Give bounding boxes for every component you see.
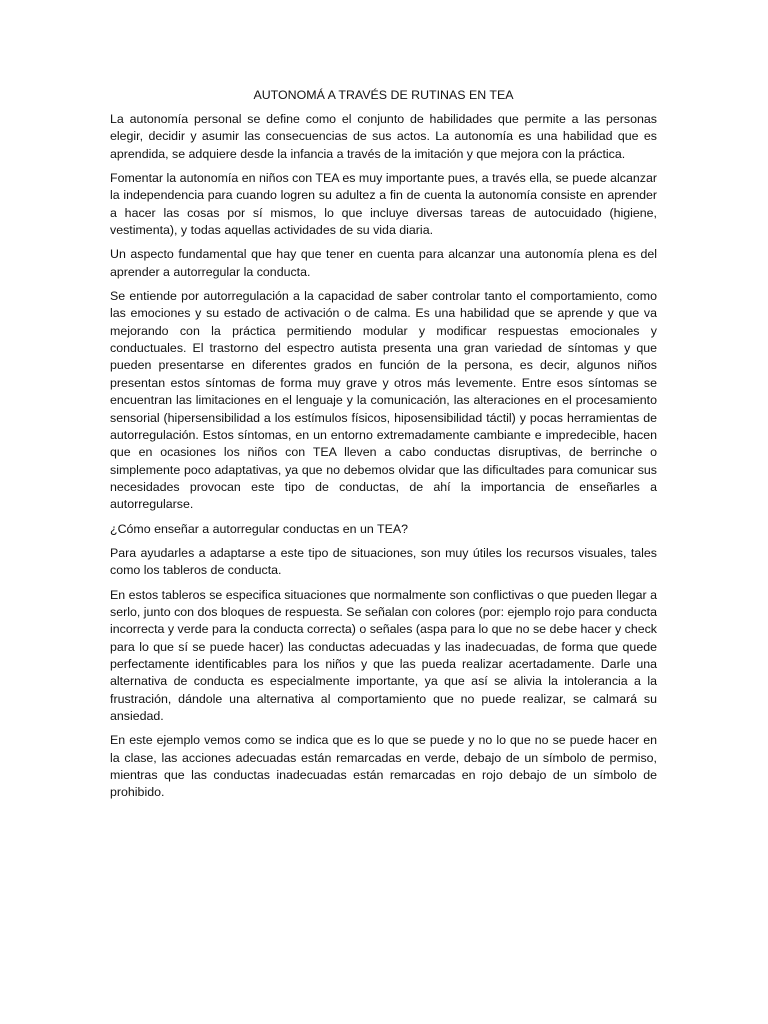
paragraph-autorregulacion: Se entiende por autorregulación a la capacidad de saber controlar tanto el comportamiento, como las emociones y su estado de activación o de calma. Es una habilidad que se aprende y que va mejorando con la práctica permitiendo modular y modificar respuestas emocionales y conductuales. El trastorno del espectro autista presenta una gran variedad de síntomas y que pueden presentarse en diferentes grados en función de la persona, es decir, algunos niños presentan estos síntomas de forma muy grave y otros más levemente. Entre esos síntomas se encuentran las limitaciones en el lenguaje y la comunicación, las alteraciones en el procesamiento sensorial (hipersensibilidad a los estímulos físicos, hiposensibilidad táctil) y pocas herramientas de autorregulación. Estos síntomas, en un entorno extremadamente cambiante e impredecible, hacen que en ocasiones los niños con TEA lleven a cabo conductas disruptivas, de berrinche o simplemente poco adaptativas, ya que no debemos olvidar que las dificultades para comunicar sus necesidades provocan este tipo de conductas, de ahí la importancia de enseñarles a autorregularse. <box>110 289 657 512</box>
paragraph-definition: La autonomía personal se define como el conjunto de habilidades que permite a las personas elegir, decidir y asumir las consecuencias de sus actos. La autonomía es una habilidad que es aprendida, se adquiere desde la infancia a través de la imitación y que mejora con la práctica. <box>110 112 657 161</box>
document-title: AUTONOMÁ A TRAVÉS DE RUTINAS EN TEA <box>253 88 514 102</box>
paragraph-ejemplo: En este ejemplo vemos como se indica que es lo que se puede y no lo que no se puede hacer en la clase, las acciones adecuadas están remarcadas en verde, debajo de un símbolo de permiso, mientras que las conductas inadecuadas están remarcadas en rojo debajo de un símbolo de prohibido. <box>110 733 657 800</box>
document-body <box>110 86 657 809</box>
paragraph-recursos: Para ayudarles a adaptarse a este tipo de situaciones, son muy útiles los recursos visuales, tales como los tableros de conducta. <box>110 545 657 578</box>
paragraph-question: ¿Cómo enseñar a autorregular conductas en un TEA? <box>110 521 409 536</box>
paragraph-tableros: En estos tableros se especifica situaciones que normalmente son conflictivas o que pueden llegar a serlo, junto con dos bloques de respuesta. Se señalan con colores (por: ejemplo rojo para conducta incorrecta y verde para la conducta correcta) o señales (aspa para lo que no se debe hacer y check para lo que sí se puede hacer) las conductas adecuadas y las inadecuadas, de forma que quede perfectamente identificables para los niños y que las pueda realizar acertadamente. Darle una alternativa de conducta es especialmente importante, ya que así se alivia la intolerancia a la frustración, dándole una alternativa al comportamiento que no puede realizar, se calmará su ansiedad. <box>110 587 657 723</box>
paragraph-aspecto: Un aspecto fundamental que hay que tener en cuenta para alcanzar una autonomía plena es del aprender a autorregular la conducta. <box>110 247 657 279</box>
paragraph-fomentar: Fomentar la autonomía en niños con TEA es muy importante pues, a través ella, se puede alcanzar la independencia para cuando logren su adultez a fin de cuenta la autonomía consiste en aprender a hacer las cosas por sí mismos, lo que incluye diversas tareas de autocuidado (higiene, vestimenta), y todas aquellas actividades de su vida diaria. <box>110 171 657 238</box>
